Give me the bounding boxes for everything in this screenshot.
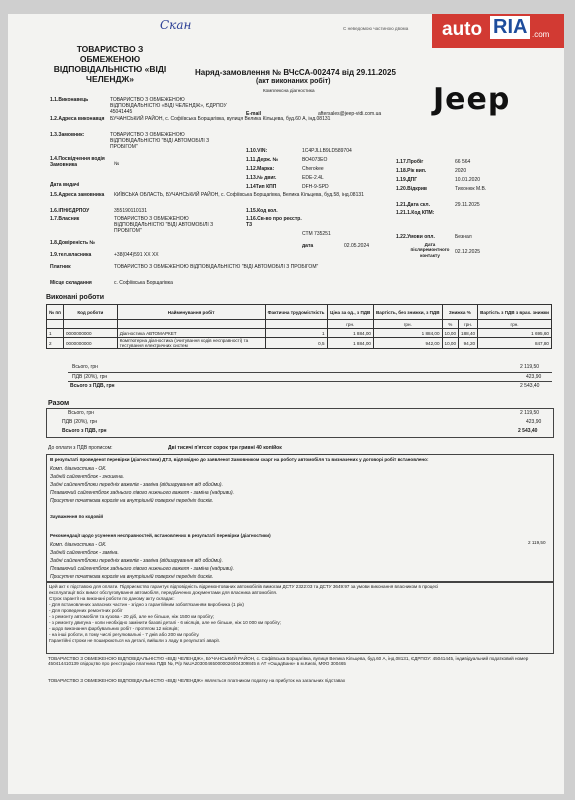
- summary-title: Разом: [48, 400, 70, 407]
- diag-line: Присутня початкова корозія на внутрішній поверхні передніх дисків.: [50, 498, 214, 504]
- field-executor-address-label: 1.2.Адреса виконавця: [50, 116, 105, 122]
- summary-total-label: Всього, грн: [68, 410, 94, 416]
- kpm-code-label: 1.21.1.Код КПМ:: [396, 210, 435, 216]
- compiled-date-label: 1.21.Дата скл.: [396, 202, 430, 208]
- year-value: 2020: [455, 168, 467, 174]
- registration-number: СТМ 735251: [302, 231, 331, 237]
- works-table: [46, 304, 552, 349]
- works-grand-total-value: 2 543,40: [520, 383, 540, 389]
- diag-recommend-heading: Рекомендації щодо усунення несправностей, встановлених в результаті перевірки (діагностики): [50, 533, 271, 538]
- year-label: 1.18.Рік вип.: [396, 168, 427, 174]
- legal-line: - з ремонту двигуна - коли необхідно замінити базові деталі - 6 місяців, але не більше, ніж 10 000 км пробігу;: [49, 620, 281, 625]
- diag-rec-amount: 2 119,50: [528, 540, 546, 545]
- watermark-suffix: .com: [532, 30, 550, 39]
- in-words-label: До оплати з ПДВ прописом:: [48, 445, 113, 451]
- field-customer-label: 1.3.Замовник:: [50, 132, 85, 138]
- payer-label: Платник: [50, 264, 71, 270]
- watermark-brand: RIA: [490, 16, 530, 39]
- field-proxy-label: 1.8.Довіреність №: [50, 240, 95, 246]
- mileage-value: 66 564: [455, 159, 471, 165]
- place-value: с. Софіївська Борщагівка: [114, 280, 173, 286]
- dpg-value: 10.01.2020: [455, 177, 481, 183]
- order-subtitle: (акт виконаних робіт): [256, 78, 331, 85]
- unit-discount-sum: грн.: [459, 320, 478, 329]
- document-page: [8, 14, 564, 794]
- field-issue-date-label: Дата видачі: [50, 182, 80, 188]
- payment-terms-value: Безнал: [455, 234, 472, 240]
- works-total-label: Всього, грн: [72, 364, 98, 370]
- place-label: Місце складання: [50, 280, 92, 286]
- field-owner-value: ТОВАРИСТВО З ОБМЕЖЕНОЮ ВІДПОВІДАЛЬНІСТЮ "ВІДІ АВТОМОБІЛІ З ПРОБІГОМ": [114, 216, 214, 234]
- unit-sum: грн.: [373, 320, 442, 329]
- diag-line: Комп. діагностика - ОК.: [50, 466, 107, 472]
- summary-grand-total-label: Всього з ПДВ, грн: [62, 428, 107, 434]
- works-units-row: [47, 320, 552, 329]
- rec-line: Плаваючий сайлентблок заднього лівого нижнього важеля - заміна (надриви).: [50, 566, 235, 572]
- payer-value: ТОВАРИСТВО З ОБМЕЖЕНОЮ ВІДПОВІДАЛЬНІСТЮ "ВІДІ АВТОМОБІЛІ З ПРОБІГОМ": [114, 264, 319, 270]
- legal-line: - Для проведених ремонтних робіт: [49, 608, 123, 613]
- rec-line: Комп. діагностика - ОК.: [50, 542, 107, 548]
- order-kind: Комплексна діагностика: [263, 88, 315, 93]
- legal-line: - на інші роботи, в тому числі регулювальні - 7 днів або 200 км пробігу.: [49, 632, 200, 637]
- field-license-value: №: [114, 161, 120, 167]
- field-executor-value: ТОВАРИСТВО З ОБМЕЖЕНОЮ ВІДПОВІДАЛЬНІСТЮ «ВІДІ ЧЕЛЕНДЖ», ЄДРПОУ 45041445: [110, 97, 227, 115]
- compiled-date-value: 29.11.2025: [455, 202, 480, 208]
- tax-note: ТОВАРИСТВО З ОБМЕЖЕНОЮ ВІДПОВІДАЛЬНІСТЮ «ВІДІ ЧЕЛЕНДЖ» являється платником податку на прибуток на загальних підставах: [48, 678, 346, 683]
- summary-total-value: 2 119,50: [520, 410, 540, 416]
- diag-line: Задні сайлентблоки передніх важелів - заміна (відшарування від обойми).: [50, 482, 223, 488]
- unit-price: грн.: [327, 320, 373, 329]
- field-license-label: 1.4.Посвідчення водія Замовника: [50, 156, 105, 168]
- col-code: Код роботи: [63, 305, 117, 320]
- top-right-note: С неведомою частиною двома: [343, 26, 409, 31]
- field-customer-address-value: КИЇВСЬКА ОБЛАСТЬ, БУЧАНСЬКИЙ РАЙОН, с. Софіївська Борщагівка, Велика Кільцева, буд.58, інд.08131: [114, 192, 364, 198]
- summary-vat-label: ПДВ (20%), грн: [62, 419, 98, 425]
- opened-by-label: 1.20.Відкрив: [396, 186, 427, 192]
- gearbox-label: 1.14Тип КПП: [246, 184, 277, 190]
- email-value: aftersales@jeep-vidi.com.ua: [318, 111, 382, 117]
- make-label: 1.12.Марка:: [246, 166, 275, 172]
- plate-label: 1.11.Держ. №: [246, 157, 279, 163]
- vin-label: 1.10.VIN:: [246, 148, 268, 154]
- field-owner-phone-value: +38(044)591 XX XX: [114, 252, 159, 258]
- legal-line: - щодо виконання фарбувальних робіт - протягом 12 місяців;: [49, 626, 179, 631]
- legal-line: експлуатації всіх вимог обслуговування автомобіля, передбачених документами для власника автомобіля.: [49, 590, 278, 595]
- summary-grand-total-value: 2 543,40: [518, 428, 538, 434]
- rec-line: Присутня початкова корозія на внутрішній поверхні передніх дисків.: [50, 574, 214, 580]
- handwritten-note: Скан: [160, 18, 192, 32]
- works-header-row: [47, 305, 552, 320]
- legal-line: Строк гарантії на виконані роботи по даному акту складає:: [49, 596, 175, 601]
- col-number: № пп: [47, 305, 64, 320]
- col-name: Найменування робіт: [117, 305, 265, 320]
- col-price: Ціна за од., з ПДВ: [327, 305, 373, 320]
- legal-line: - з ремонту автомобіля та кузова - 20 діб, але не більше, ніж 1500 км пробігу;: [49, 614, 215, 619]
- table-row: 2 0000000000 Комп'ютерна діагностика (зчитування кодів несправності) та тестування електричних систем 0,5 1 884,00 942,00 10,00 94,20 847,80: [47, 338, 552, 349]
- email-label: E-mail: [246, 111, 262, 117]
- watermark-text: auto: [442, 19, 483, 40]
- legal-line: Гарантійні строки не поширюються на деталі, вийшли з ладу в результаті аварії.: [49, 638, 221, 643]
- field-executor-label: 1.1.Виконавець: [50, 97, 89, 103]
- dpg-label: 1.19.ДПГ: [396, 177, 418, 183]
- engine-label: 1.13.№ двиг.: [246, 175, 277, 181]
- unit-total: грн.: [478, 320, 552, 329]
- gearbox-value: DFH-9-SPD: [302, 184, 329, 190]
- summary-vat-value: 423,90: [526, 419, 542, 425]
- autoria-watermark: [432, 14, 564, 48]
- make-value: Cherokee: [302, 166, 324, 172]
- col-total: Вартість з ПДВ з врах. знижки: [478, 305, 552, 320]
- color-code-label: 1.15.Код кол.: [246, 208, 278, 214]
- diag-line: Плаваючий сайлентблок заднього лівого нижнього важеля - заміна (надриви).: [50, 490, 235, 496]
- col-labor: Фактична трудомісткість: [265, 305, 327, 320]
- rec-line: Задній сайлентблок - заміна.: [50, 550, 119, 556]
- unit-discount-pct: %: [442, 320, 459, 329]
- bank-details: ТОВАРИСТВО З ОБМЕЖЕНОЮ ВІДПОВІДАЛЬНІСТЮ «ВІДІ ЧЕЛЕНДЖ», БУЧАНСЬКИЙ РАЙОН, с. Софіївська Борщагівка, вулиця Велика Кільцева, буд.60 А, інд.08131, ЄДРПОУ: 45041445, індивідуальний податковий номер 450414410139 свідоцтво про реєстрацію платника ПДВ №, Р/р №UA203004650000026004309845 в АТ «ОщадБанк» в м.Києві, МФО 300465: [48, 656, 529, 667]
- plate-value: ВО4073ЕО: [302, 157, 328, 163]
- field-owner-label: 1.7.Власник: [50, 216, 80, 222]
- post-repair-date-value: 02.12.2025: [455, 249, 481, 255]
- registration-label: 1.16.Св-во про реєстр. ТЗ: [246, 216, 302, 228]
- field-customer-address-label: 1.5.Адреса замовника: [50, 192, 105, 198]
- works-total-value: 2 119,50: [520, 364, 540, 370]
- field-owner-phone-label: 1.9.тел.власника: [50, 252, 92, 258]
- rec-line: Задні сайлентблоки передніх важелів - заміна (відшарування від обойми).: [50, 558, 223, 564]
- works-vat-label: ПДВ (20%), грн: [72, 374, 108, 380]
- col-sum: Вартість, без знижки, з ПДВ: [373, 305, 442, 320]
- field-customer-value: ТОВАРИСТВО З ОБМЕЖЕНОЮ ВІДПОВІДАЛЬНІСТЮ "ВІДІ АВТОМОБІЛІ З ПРОБІГОМ": [110, 132, 210, 150]
- order-title: Наряд-замовлення № ВЧсСА-002474 від 29.11.2025: [195, 68, 396, 77]
- table-row: 1 0000000000 Діагностика АВТОМАРКЕТ 1 1 884,00 1 884,00 10,00 188,40 1 695,60: [47, 329, 552, 338]
- jeep-logo: Jeep: [433, 82, 511, 117]
- col-discount: Знижка %: [442, 305, 478, 320]
- registration-date-value: 02.05.2024: [344, 243, 370, 249]
- works-vat-value: 423,90: [526, 374, 542, 380]
- diag-heading: В результаті проведеної перевірки (діагностики) ДТЗ, відповідно до заявленої Замовником скарг на роботу автомобіля та визначених у договорі робіт встановлено:: [50, 457, 429, 462]
- diag-note-heading: Зауваження по кодовій: [50, 514, 104, 519]
- works-title: Виконані роботи: [46, 294, 104, 301]
- payment-terms-label: 1.22.Умови опл.: [396, 234, 435, 240]
- diag-line: Задній сайлентблок - зношена.: [50, 474, 125, 480]
- legal-line: - Для встановлених запасних частин - згідно з гарантійним зобов'язанням виробника (1 рік): [49, 602, 244, 607]
- in-words-value: Дві тисячі п'ятсот сорок три гривні 40 копійок: [168, 445, 282, 451]
- post-repair-date-label: Дата післяремонтного контакту: [410, 242, 450, 258]
- legal-line: Цей акт є підставою для оплати. Підприємство гарантує відповідність відремонтованих автомобілів вимогам ДСТУ 2322:03 та ДСТУ 3649:97 за умови виконання власником в процесі: [49, 584, 439, 589]
- field-executor-address-value: БУЧАНСЬКИЙ РАЙОН, с. Софіївська Борщагівка, вулиця Велика Кільцева, буд.60 А, інд.08131: [110, 116, 331, 122]
- field-tax-id-label: 1.6.ІПН/ЄДРПОУ: [50, 208, 90, 214]
- works-grand-total-label: Всього з ПДВ, грн: [70, 383, 115, 389]
- engine-value: EDE-2.4L: [302, 175, 324, 181]
- field-tax-id-value: 355190110131: [114, 208, 147, 214]
- registration-date-label: дата: [302, 243, 314, 249]
- mileage-label: 1.17.Пробіг: [396, 159, 424, 165]
- vin-value: 1C4PJLLB9LD589704: [302, 148, 352, 154]
- opened-by-value: Тихонюк М.В.: [455, 186, 487, 192]
- company-name: ТОВАРИСТВО З ОБМЕЖЕНОЮ ВІДПОВІДАЛЬНІСТЮ «ВІДІ ЧЕЛЕНДЖ»: [53, 44, 167, 84]
